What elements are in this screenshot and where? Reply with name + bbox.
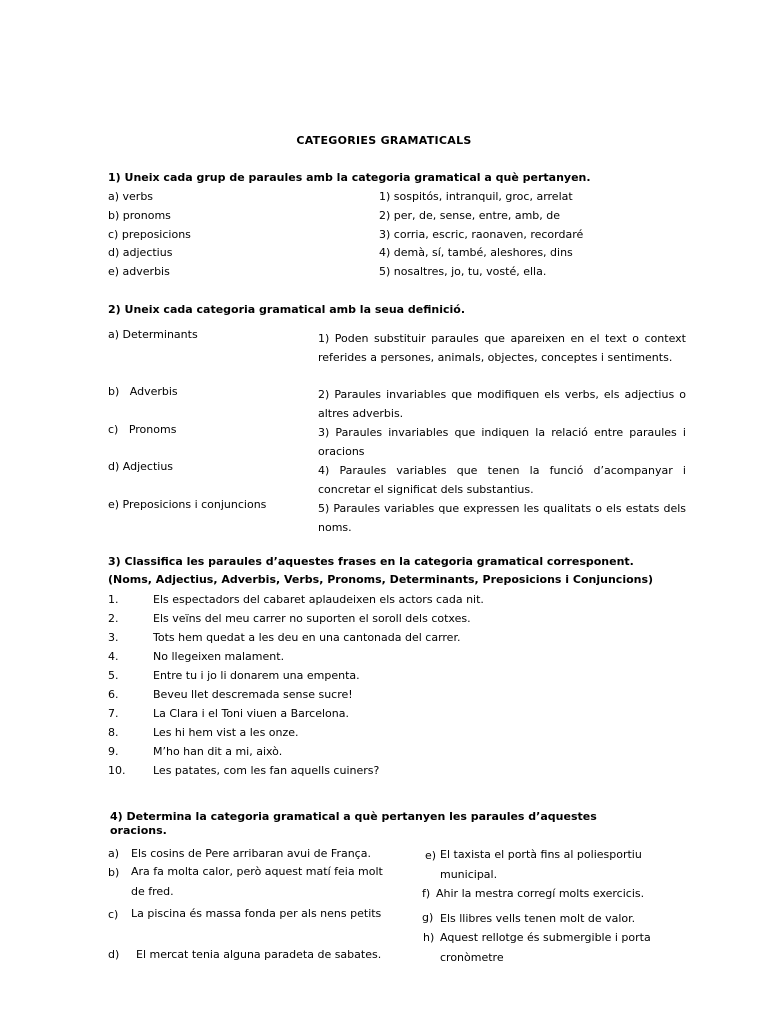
exercise-2-def-3: 3) Paraules invariables que indiquen la relació entre paraules i oracions: [318, 426, 686, 458]
exercise-1-right-5: 5) nosaltres, jo, tu, vosté, ella.: [379, 265, 547, 278]
sentence-number: 7.: [108, 707, 119, 720]
sentence-number: 10.: [108, 764, 126, 777]
exercise-2-left-b: b) Adverbis: [108, 385, 178, 398]
exercise-4-label-d: d): [108, 948, 120, 961]
exercise-4-sentence-d: El mercat tenia alguna paradeta de sabates.: [136, 948, 382, 961]
exercise-1-left-e: e) adverbis: [108, 265, 170, 278]
exercise-2-left-c: c) Pronoms: [108, 423, 177, 436]
sentence-text: Entre tu i jo li donarem una empenta.: [153, 669, 360, 682]
sentence-text: Els veïns del meu carrer no suporten el soroll dels cotxes.: [153, 612, 471, 625]
sentence-number: 8.: [108, 726, 119, 739]
exercise-4-label-c: c): [108, 908, 119, 921]
exercise-4-heading-line-2: oracions.: [110, 824, 167, 837]
sentence-number: 9.: [108, 745, 119, 758]
exercise-4-sentence-c: La piscina és massa fonda per als nens petits: [131, 907, 382, 920]
exercise-4-sentence-e: El taxista el portà fins al poliesportiu municipal.: [440, 848, 642, 881]
exercise-1-heading: 1) Uneix cada grup de paraules amb la categoria gramatical a què pertanyen.: [108, 171, 591, 184]
exercise-4-label-a: a): [108, 847, 120, 860]
exercise-4-sentence-g: Els llibres vells tenen molt de valor.: [440, 912, 636, 925]
exercise-1-left-d: d) adjectius: [108, 246, 173, 259]
exercise-1-right-2: 2) per, de, sense, entre, amb, de: [379, 209, 561, 222]
page-title: CATEGORIES GRAMATICALS: [296, 134, 472, 147]
sentence-number: 6.: [108, 688, 119, 701]
exercise-1-left-a: a) verbs: [108, 190, 154, 203]
exercise-1-right-3: 3) corria, escric, raonaven, recordaré: [379, 228, 584, 241]
exercise-3-subheading: (Noms, Adjectius, Adverbis, Verbs, Pronoms, Determinants, Preposicions i Conjuncions): [108, 573, 654, 586]
exercise-2-left-a: a) Determinants: [108, 328, 198, 341]
exercise-2-def-2: 2) Paraules invariables que modifiquen els verbs, els adjectius o altres adverbis.: [318, 388, 686, 420]
sentence-number: 5.: [108, 669, 119, 682]
exercise-4-label-g: g): [422, 911, 434, 924]
sentence-number: 1.: [108, 593, 119, 606]
sentence-text: No llegeixen malament.: [153, 650, 285, 663]
exercise-2-left-e: e) Preposicions i conjuncions: [108, 498, 267, 511]
exercise-3-heading: 3) Classifica les paraules d’aquestes frases en la categoria gramatical corresponent.: [108, 555, 634, 568]
sentence-text: Tots hem quedat a les deu en una cantonada del carrer.: [153, 631, 461, 644]
exercise-4-sentence-f: Ahir la mestra corregí molts exercicis.: [436, 887, 645, 900]
exercise-1-right-1: 1) sospitós, intranquil, groc, arrelat: [379, 190, 573, 203]
exercise-2-left-d: d) Adjectius: [108, 460, 174, 473]
sentence-number: 4.: [108, 650, 119, 663]
exercise-4-sentence-h: Aquest rellotge és submergible i porta cronòmetre: [440, 931, 651, 964]
exercise-2-def-5: 5) Paraules variables que expressen les qualitats o els estats dels noms.: [318, 502, 686, 534]
exercise-4-label-h: h): [423, 931, 435, 944]
sentence-text: La Clara i el Toni viuen a Barcelona.: [153, 707, 349, 720]
sentence-text: Els espectadors del cabaret aplaudeixen els actors cada nit.: [153, 593, 484, 606]
exercise-1-right-4: 4) demà, sí, també, aleshores, dins: [379, 246, 573, 259]
exercise-4-sentence-a: Els cosins de Pere arribaran avui de França.: [131, 847, 371, 860]
sentence-text: Les hi hem vist a les onze.: [153, 726, 299, 739]
exercise-2-def-1: 1) Poden substituir paraules que apareixen en el text o context referides a persones, animals, objectes, conceptes i sentiments.: [318, 332, 686, 364]
exercise-2-heading: 2) Uneix cada categoria gramatical amb la seua definició.: [108, 303, 466, 316]
exercise-4-label-b: b): [108, 866, 120, 879]
exercise-1-left-b: b) pronoms: [108, 209, 171, 222]
exercise-1-left-c: c) preposicions: [108, 228, 191, 241]
sentence-text: M’ho han dit a mi, això.: [153, 745, 283, 758]
exercise-4-heading-line-1: 4) Determina la categoria gramatical a què pertanyen les paraules d’aquestes: [110, 810, 597, 823]
exercise-4-label-e: e): [425, 849, 437, 862]
exercise-4-sentence-b: Ara fa molta calor, però aquest matí feia molt de fred.: [131, 865, 383, 898]
sentence-number: 2.: [108, 612, 119, 625]
sentence-number: 3.: [108, 631, 119, 644]
sentence-text: Les patates, com les fan aquells cuiners?: [153, 764, 380, 777]
exercise-2-def-4: 4) Paraules variables que tenen la funció d’acompanyar i concretar el significat dels substantius.: [318, 464, 686, 496]
exercise-4-label-f: f): [422, 887, 431, 900]
sentence-text: Beveu llet descremada sense sucre!: [153, 688, 353, 701]
